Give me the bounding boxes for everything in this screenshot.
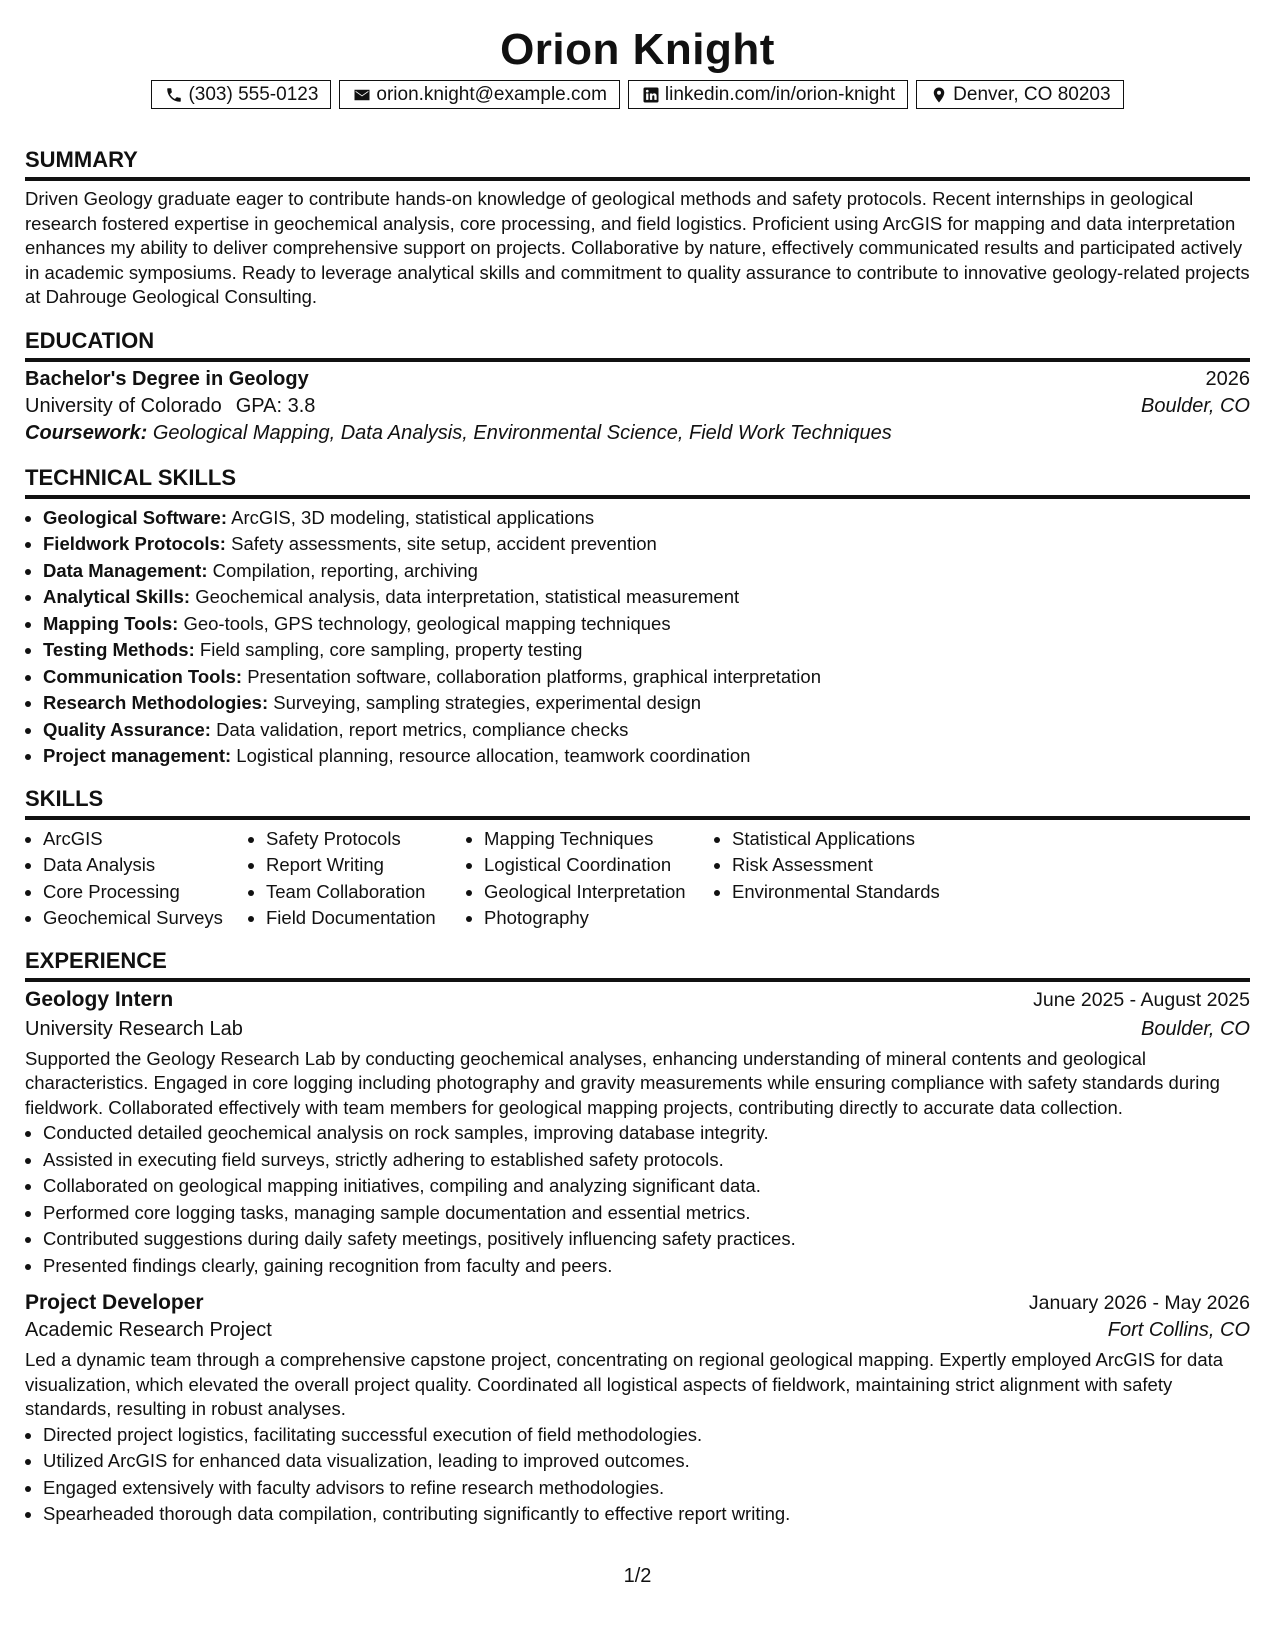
skills-column-3 bbox=[466, 826, 714, 932]
list-item: • Core Processing bbox=[43, 879, 248, 906]
skill-category: Communication Tools: bbox=[43, 665, 243, 687]
technical-skills-list bbox=[25, 505, 1250, 770]
job-dates: January 2026 - May 2026 bbox=[1028, 1292, 1250, 1314]
skill-details: ArcGIS, 3D modeling, statistical applications bbox=[231, 506, 595, 528]
list-item bbox=[43, 743, 1250, 770]
list-item: • Engaged extensively with faculty advisors to refine research methodologies. bbox=[43, 1475, 1250, 1502]
skills-column-2 bbox=[248, 826, 466, 932]
school-info bbox=[25, 395, 315, 418]
job-organization: University Research Lab bbox=[25, 1017, 243, 1040]
list-item bbox=[43, 690, 1250, 717]
list-item: • Assisted in executing field surveys, strictly adhering to established safety protocols. bbox=[43, 1147, 1250, 1174]
list-item: • Performed core logging tasks, managing sample documentation and essential metrics. bbox=[43, 1200, 1250, 1227]
skill-category: Mapping Tools: bbox=[43, 612, 179, 634]
job-description: Led a dynamic team through a comprehensive capstone project, concentrating on regional geological mapping. Expertly employed ArcGIS for data visualization, which elevated the overall project quality. Coordinated all logistical aspects of fieldwork, maintaining strict alignment with safety standards, resulting in robust analyses. bbox=[25, 1349, 1224, 1419]
section-title-technical-skills: TECHNICAL SKILLS bbox=[25, 465, 1250, 499]
list-item: • Risk Assessment bbox=[732, 852, 982, 879]
skills-section bbox=[25, 786, 1250, 932]
experience-section bbox=[25, 948, 1250, 1528]
job-title: Geology Intern bbox=[25, 987, 174, 1011]
job-subheader bbox=[25, 1018, 1250, 1041]
job-entry bbox=[25, 1291, 1250, 1528]
page-number: 1/2 bbox=[623, 1565, 652, 1587]
list-item: • Statistical Applications bbox=[732, 826, 982, 853]
job-bullets bbox=[25, 1120, 1250, 1279]
job-header bbox=[25, 988, 1250, 1012]
skills-column-4 bbox=[714, 826, 982, 932]
list-item: • Utilized ArcGIS for enhanced data visualization, leading to improved outcomes. bbox=[43, 1448, 1250, 1475]
list-item bbox=[43, 717, 1250, 744]
list-item: • Conducted detailed geochemical analysis on rock samples, improving database integrity. bbox=[43, 1120, 1250, 1147]
skill-category: Quality Assurance: bbox=[43, 718, 211, 740]
section-title-education: EDUCATION bbox=[25, 328, 1250, 362]
skills-grid bbox=[25, 826, 1250, 932]
contact-location-text: Denver, CO 80203 bbox=[953, 84, 1111, 105]
list-item: • Field Documentation bbox=[266, 905, 466, 932]
gpa: GPA: 3.8 bbox=[235, 394, 316, 417]
school-name: University of Colorado bbox=[25, 394, 222, 417]
skill-details: Field sampling, core sampling, property testing bbox=[199, 639, 583, 660]
list-item: • Mapping Techniques bbox=[484, 826, 714, 853]
skill-category: Research Methodologies: bbox=[43, 692, 269, 713]
skill-category: Project management: bbox=[43, 745, 232, 766]
list-item: • Collaborated on geological mapping initiatives, compiling and analyzing significant data. bbox=[43, 1173, 1250, 1200]
skill-category: Analytical Skills: bbox=[43, 586, 191, 607]
graduation-year: 2026 bbox=[1205, 367, 1250, 390]
education-section bbox=[25, 328, 1250, 445]
skills-column-1 bbox=[25, 826, 248, 932]
resume-page bbox=[25, 0, 1250, 1528]
skill-details: Logistical planning, resource allocation, teamwork coordination bbox=[236, 745, 751, 766]
list-item: • Logistical Coordination bbox=[484, 852, 714, 879]
list-item bbox=[43, 584, 1250, 611]
list-item bbox=[43, 664, 1250, 691]
job-location: Boulder, CO bbox=[1141, 1017, 1250, 1040]
list-item: • Safety Protocols bbox=[266, 826, 466, 853]
list-item: • Spearheaded thorough data compilation, contributing significantly to effective report writing. bbox=[43, 1501, 1250, 1528]
contact-location bbox=[916, 80, 1123, 109]
list-item bbox=[43, 505, 1250, 532]
skill-details: Compilation, reporting, archiving bbox=[212, 559, 478, 581]
job-header bbox=[25, 1291, 1250, 1315]
job-organization: Academic Research Project bbox=[25, 1319, 272, 1341]
job-dates: June 2025 - August 2025 bbox=[1033, 988, 1250, 1011]
list-item: • Team Collaboration bbox=[266, 879, 466, 906]
list-item: • Data Analysis bbox=[43, 852, 248, 879]
candidate-name: Orion Knight bbox=[500, 25, 775, 74]
school-row bbox=[25, 395, 1250, 418]
list-item: • Geochemical Surveys bbox=[43, 905, 248, 932]
skill-details: Surveying, sampling strategies, experimental design bbox=[273, 692, 702, 713]
list-item: • Presented findings clearly, gaining recognition from faculty and peers. bbox=[43, 1253, 1250, 1280]
skill-category: Data Management: bbox=[43, 559, 208, 581]
list-item bbox=[43, 611, 1250, 638]
list-item: • Contributed suggestions during daily safety meetings, positively influencing safety practices. bbox=[43, 1226, 1250, 1253]
section-title-skills: SKILLS bbox=[25, 786, 1250, 820]
map-pin-icon bbox=[929, 85, 949, 105]
school-location: Boulder, CO bbox=[1141, 394, 1250, 417]
education-row bbox=[25, 368, 1250, 391]
list-item bbox=[43, 531, 1250, 558]
job-location: Fort Collins, CO bbox=[1107, 1319, 1250, 1341]
section-title-experience: EXPERIENCE bbox=[25, 948, 1250, 982]
section-title-summary: SUMMARY bbox=[25, 147, 1250, 181]
contact-email-text: orion.knight@example.com bbox=[376, 84, 607, 105]
coursework-label: Coursework: bbox=[25, 421, 148, 444]
skill-details: Safety assessments, site setup, accident prevention bbox=[231, 533, 657, 554]
skill-details: Data validation, report metrics, compliance checks bbox=[216, 718, 629, 740]
list-item bbox=[43, 558, 1250, 585]
contact-phone-text: (303) 555-0123 bbox=[188, 84, 319, 105]
coursework bbox=[25, 422, 1250, 445]
list-item: • Environmental Standards bbox=[732, 879, 982, 906]
envelope-icon bbox=[352, 85, 372, 105]
list-item: • ArcGIS bbox=[43, 826, 248, 853]
contact-email[interactable] bbox=[339, 80, 620, 109]
skill-category: Geological Software: bbox=[43, 506, 228, 528]
job-bullets bbox=[25, 1422, 1250, 1528]
skill-details: Presentation software, collaboration platforms, graphical interpretation bbox=[247, 665, 821, 687]
skill-details: Geo-tools, GPS technology, geological mapping techniques bbox=[183, 612, 671, 634]
list-item: • Directed project logistics, facilitating successful execution of field methodologies. bbox=[43, 1422, 1250, 1449]
summary-text: Driven Geology graduate eager to contribute hands-on knowledge of geological methods and safety protocols. Recent internships in geological research fostered expertise in geochemical analysis, core processing, and field logistics. Proficient using ArcGIS for mapping and data interpretation enhances my ability to deliver comprehensive support on projects. Collaborative by nature, effectively communicated results and participated actively in academic symposiums. Ready to leverage analytical skills and commitment to quality assurance to contribute to innovative geology-related projects at Dahrouge Geological Consulting. bbox=[25, 188, 1250, 307]
contact-bar bbox=[25, 80, 1250, 109]
skill-category: Testing Methods: bbox=[43, 639, 195, 660]
contact-phone[interactable] bbox=[151, 80, 331, 109]
list-item bbox=[43, 637, 1250, 664]
job-entry bbox=[25, 988, 1250, 1280]
contact-linkedin[interactable] bbox=[628, 80, 908, 109]
technical-skills-section bbox=[25, 465, 1250, 770]
summary-section bbox=[25, 147, 1250, 310]
list-item: • Photography bbox=[484, 905, 714, 932]
job-title: Project Developer bbox=[25, 1291, 204, 1314]
phone-icon bbox=[164, 85, 184, 105]
job-subheader bbox=[25, 1319, 1250, 1342]
linkedin-icon bbox=[641, 85, 661, 105]
list-item: • Report Writing bbox=[266, 852, 466, 879]
skill-category: Fieldwork Protocols: bbox=[43, 533, 226, 554]
job-description: Supported the Geology Research Lab by conducting geochemical analyses, enhancing understanding of mineral contents and geological characteristics. Engaged in core logging including photography and gravity measurements while ensuring compliance with safety standards during fieldwork. Collaborated effectively with team members for geological mapping projects, contributing directly to accurate data collection. bbox=[25, 1047, 1220, 1118]
coursework-text: Geological Mapping, Data Analysis, Environmental Science, Field Work Techniques bbox=[152, 421, 892, 444]
skill-details: Geochemical analysis, data interpretation, statistical measurement bbox=[195, 586, 740, 607]
list-item: • Geological Interpretation bbox=[484, 879, 714, 906]
degree-title: Bachelor's Degree in Geology bbox=[25, 367, 309, 390]
contact-linkedin-text: linkedin.com/in/orion-knight bbox=[664, 84, 896, 105]
